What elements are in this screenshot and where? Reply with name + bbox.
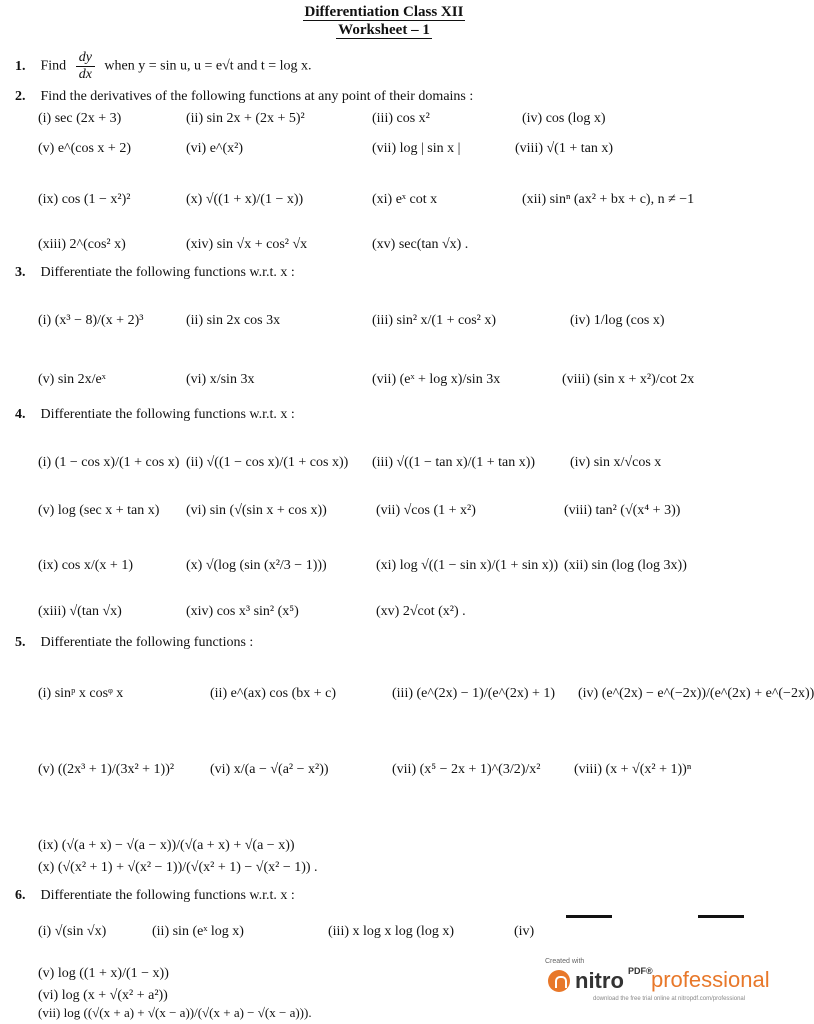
q2-item: (xiii) 2^(cos² x) <box>38 237 126 252</box>
question-number: 1. <box>15 58 26 74</box>
q2-item: (ix) cos (1 − x²)² <box>38 192 131 207</box>
q6-item: (iv) <box>514 924 535 939</box>
q4-item: (xiii) √(tan √x) <box>38 604 122 619</box>
q5-item: (vi) x/(a − √(a² − x²)) <box>210 762 329 777</box>
q5-item: (ix) (√(a + x) − √(a − x))/(√(a + x) + √(a − x)) <box>38 838 295 853</box>
q2-item: (xiv) sin √x + cos² √x <box>186 237 308 252</box>
question-1: 1. Find $\frac{dy}{dx}$ when y = sin u, u = e√t and t = log x. <box>15 50 312 82</box>
q6-item: (v) log ((1 + x)/(1 − x)) <box>38 966 169 981</box>
q2-item: (xii) sinⁿ (ax² + bx + c), n ≠ −1 <box>522 192 695 207</box>
q6-item: (vii) log ((√(x + a) + √(x − a))/(√(x + a) − √(x − a))). <box>38 1005 312 1020</box>
nitro-logo-icon <box>548 970 570 992</box>
question-4: 4. Differentiate the following functions w.r.t. x : <box>15 407 295 422</box>
q4-item: (xiv) cos x³ sin² (x⁵) <box>186 604 299 619</box>
q4-item: (v) log (sec x + tan x) <box>38 503 160 518</box>
q4-item: (xi) log √((1 − sin x)/(1 + sin x)) <box>376 558 559 573</box>
q6-item: (ii) sin (eˣ log x) <box>152 924 244 939</box>
q4-item: (xii) sin (log (log 3x)) <box>564 558 687 573</box>
q4-item: (i) (1 − cos x)/(1 + cos x) <box>38 455 180 470</box>
q2-item: (viii) √(1 + tan x) <box>515 141 613 156</box>
question-3: 3. Differentiate the following functions w.r.t. x : <box>15 265 295 280</box>
q2-item: (v) e^(cos x + 2) <box>38 141 131 156</box>
question-5: 5. Differentiate the following functions : <box>15 635 254 650</box>
q3-item: (vi) x/sin 3x <box>186 372 255 387</box>
q3-item: (ii) sin 2x cos 3x <box>186 313 281 328</box>
q3-item: (i) (x³ − 8)/(x + 2)³ <box>38 313 144 328</box>
q3-item: (v) sin 2x/eˣ <box>38 372 106 387</box>
q4-item: (xv) 2√cot (x²) . <box>376 604 466 619</box>
worksheet-subtitle: Worksheet – 1 <box>338 22 430 38</box>
question-6: 6. Differentiate the following functions w.r.t. x : <box>15 888 295 903</box>
q2-item: (ii) sin 2x + (2x + 5)² <box>186 111 305 126</box>
q4-item: (vii) √cos (1 + x²) <box>376 503 476 518</box>
question-2: 2. Find the derivatives of the following functions at any point of their domains : <box>15 89 474 104</box>
q6-item: (i) √(sin √x) <box>38 924 107 939</box>
q2-item: (iii) cos x² <box>372 111 430 126</box>
q3-item: (vii) (eˣ + log x)/sin 3x <box>372 372 501 387</box>
q5-item: (iii) (e^(2x) − 1)/(e^(2x) + 1) <box>392 686 556 701</box>
q5-item: (i) sinᵖ x cosᵠ x <box>38 686 124 701</box>
q4-item: (iv) sin x/√cos x <box>570 455 662 470</box>
q5-item: (vii) (x⁵ − 2x + 1)^(3/2)/x² <box>392 762 541 777</box>
worksheet-title: Differentiation Class XII <box>304 4 464 20</box>
q4-item: (vi) sin (√(sin x + cos x)) <box>186 503 327 518</box>
nitro-pdf-credit: Created with nitro PDF® professional download the free trial online at nitropdf.com/professional <box>545 958 770 1002</box>
q4-item: (x) √(log (sin (x²/3 − 1))) <box>186 558 327 573</box>
q2-item: (vi) e^(x²) <box>186 141 244 156</box>
q4-item: (ix) cos x/(x + 1) <box>38 558 133 573</box>
q4-item: (viii) tan² (√(x⁴ + 3)) <box>564 503 681 518</box>
q2-item: (vii) log | sin x | <box>372 141 461 156</box>
q5-item: (ii) e^(ax) cos (bx + c) <box>210 686 337 701</box>
q3-item: (viii) (sin x + x²)/cot 2x <box>562 372 695 387</box>
q3-item: (iii) sin² x/(1 + cos² x) <box>372 313 496 328</box>
q5-item: (viii) (x + √(x² + 1))ⁿ <box>574 762 692 777</box>
dy-dx-fraction: $\frac{dy}{dx}$ <box>76 50 95 83</box>
q4-item: (ii) √((1 − cos x)/(1 + cos x)) <box>186 455 349 470</box>
q2-item: (x) √((1 + x)/(1 − x)) <box>186 192 304 207</box>
q4-item: (iii) √((1 − tan x)/(1 + tan x)) <box>372 455 536 470</box>
fraction-bar <box>698 915 744 918</box>
q5-item: (iv) (e^(2x) − e^(−2x))/(e^(2x) + e^(−2x)) <box>578 686 814 701</box>
q5-item: (x) (√(x² + 1) + √(x² − 1))/(√(x² + 1) − √(x² − 1)) . <box>38 860 318 875</box>
q6-item: (iii) x log x log (log x) <box>328 924 454 939</box>
q2-item: (iv) cos (log x) <box>522 111 606 126</box>
q5-item: (v) ((2x³ + 1)/(3x² + 1))² <box>38 762 175 777</box>
q2-item: (xv) sec(tan √x) . <box>372 237 469 252</box>
fraction-bar <box>566 915 612 918</box>
q3-item: (iv) 1/log (cos x) <box>570 313 665 328</box>
q2-item: (i) sec (2x + 3) <box>38 111 122 126</box>
q6-item: (vi) log (x + √(x² + a²)) <box>38 988 168 1003</box>
q2-item: (xi) eˣ cot x <box>372 192 438 207</box>
